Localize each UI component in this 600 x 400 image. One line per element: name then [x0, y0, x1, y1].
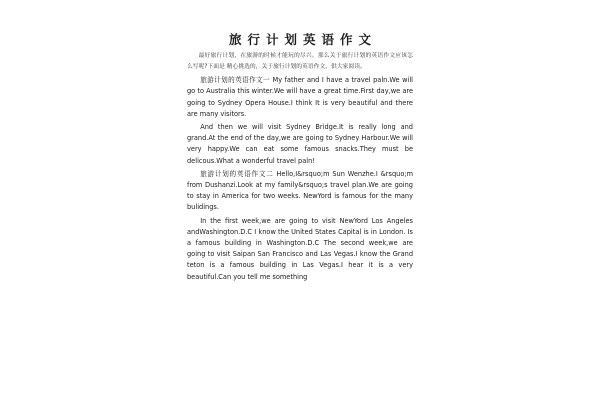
- document-page: [187, 30, 413, 400]
- body-paragraph-4: In the first week,we are going to visit NewYord Los Angeles andWashington.D.C I know the United States Capital is in London. Is a famous building in Washington.D.C The second week,we are going to visit Saipan San Francisco and Las Vegas.I know the Grand teton is a famous building in Las Vegas.I hear it is a very beautiful.Can you tell me something: [187, 216, 413, 281]
- body-paragraph-3: 旅游计划的英语作文二 Hello,I&rsquo;m Sun Wenzhe.I &rsquo;m from Dushanzi.Look at my family&rsquo;s travel plan.We are going to stay in America for two weeks. NewYord is famous for the many bulidings.: [187, 169, 413, 212]
- intro-paragraph: 最好旅行计划，在旅游的时候才能玩的尽兴。那么关于旅行计划的英语作文应该怎么写呢?下面是 精心挑选的，关于旅行计划的英语作文，供大家阅读。: [187, 53, 413, 70]
- body-paragraph-1: 旅游计划的英语作文一 My father and I have a travel paln.We will go to Australia this winter.We will have a great time.First day,we are going to Sydney Opera House.I think It is very beautiful and there are many visitors.: [187, 76, 413, 118]
- body-paragraph-2: And then we will visit Sydney Bridge.It is really long and grand.At the end of the day,we are going to Sydney Harbour.We will very happy.We can eat some famous snacks.They must be delicous.What a wonderful travel paln!: [187, 123, 413, 165]
- document-title: 旅行计划英语作文: [228, 32, 377, 47]
